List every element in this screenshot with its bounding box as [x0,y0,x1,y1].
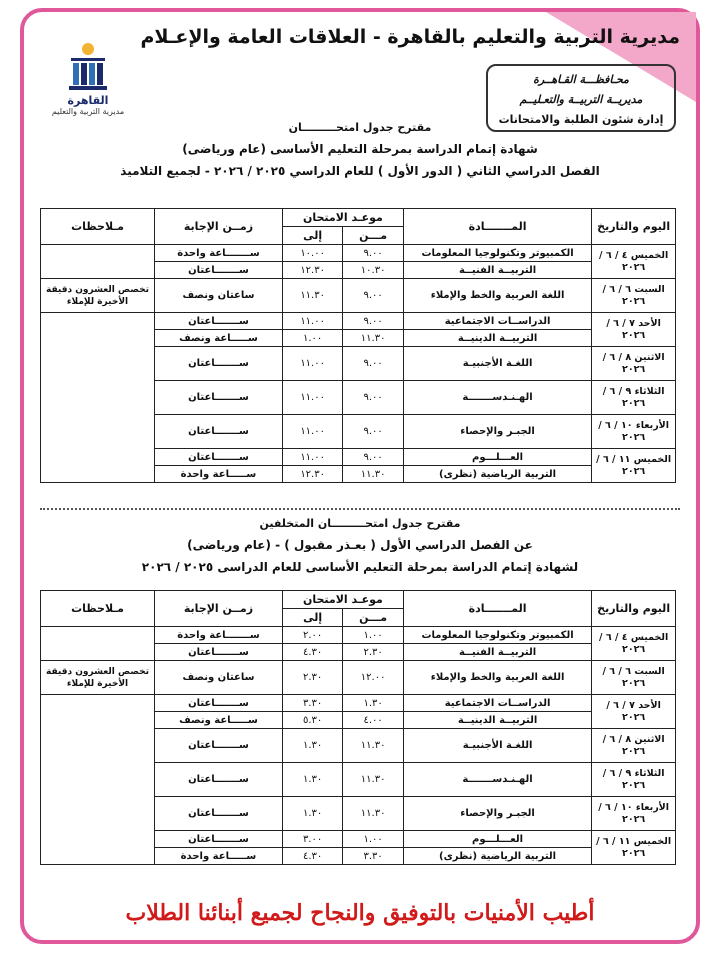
day-cell: السبت ٦ / ٦ / ٢٠٢٦ [592,279,676,313]
col-header-subject: المـــــــادة [403,209,591,245]
duration-cell: ســـــــاعتان [155,262,283,279]
duration-cell: ســـــاعة واحدة [155,466,283,483]
subject-cell: التربيــة الدينيــة [403,712,591,729]
section2-line1: مقترح جدول امتحـــــــــان المتخلفين [259,517,461,530]
to-cell: ٤.٣٠ [282,644,342,661]
duration-cell: ســـــاعة ونصف [155,712,283,729]
to-cell: ١٢.٣٠ [282,262,342,279]
duration-cell: ســـــــاعتان [155,831,283,848]
subject-cell: الكمبيوتر وتكنولوجيا المعلومات [403,627,591,644]
duration-cell: ســـــــاعتان [155,644,283,661]
from-cell: ٩.٠٠ [343,415,403,449]
section2-line2: عن الفصل الدراسي الأول ( بعـذر مقبول ) - (عام ورياضى) [187,538,533,552]
table-row [41,627,676,644]
section1-line1: مقترح جدول امتحـــــــــان [288,121,432,134]
to-cell: ٣.٠٠ [282,831,342,848]
day-cell: الخميس ١١ / ٦ / ٢٠٢٦ [592,449,676,483]
duration-cell: ســـــاعة ونصف [155,330,283,347]
section-divider [40,508,680,510]
day-cell: الأحد ٧ / ٦ / ٢٠٢٦ [592,695,676,729]
table-row [41,245,676,262]
subject-cell: الهـنـدســـــــة [403,381,591,415]
notes-cell [41,313,155,483]
to-cell: ١١.٣٠ [282,279,342,313]
to-cell: ١.٠٠ [282,330,342,347]
section2-heading [40,514,680,578]
to-cell: ١٠.٠٠ [282,245,342,262]
from-cell: ٩.٠٠ [343,449,403,466]
subject-cell: التربيــة الدينيــة [403,330,591,347]
dept-line-3: إدارة شئون الطلبة والامتحانات [498,113,664,126]
from-cell: ١١.٣٠ [343,729,403,763]
from-cell: ١٢.٠٠ [343,661,403,695]
duration-cell: ســـــــاعتان [155,313,283,330]
notes-cell-dictation: تخصص العشرون دقيقة الأخيرة للإملاء [41,279,155,313]
section1-heading [40,118,680,182]
day-cell: الاثنين ٨ / ٦ / ٢٠٢٦ [592,729,676,763]
notes-cell [41,627,155,661]
col-header-duration: زمــن الإجابة [155,591,283,627]
subject-cell: الكمبيوتر وتكنولوجيا المعلومات [403,245,591,262]
duration-cell: ســـــــاعة واحدة [155,627,283,644]
day-cell: الأحد ٧ / ٦ / ٢٠٢٦ [592,313,676,347]
col-header-notes: مـلاحظات [41,209,155,245]
duration-cell: ســـــــاعتان [155,729,283,763]
notes-cell-dictation: تخصص العشرون دقيقة الأخيرة للإملاء [41,661,155,695]
duration-cell: ســـــــاعتان [155,449,283,466]
duration-cell: ســـــــاعتان [155,763,283,797]
subject-cell: الهـنـدســـــــة [403,763,591,797]
day-cell: الاثنين ٨ / ٦ / ٢٠٢٦ [592,347,676,381]
duration-cell: ســـــــاعتان [155,347,283,381]
to-cell: ٢.٠٠ [282,627,342,644]
from-cell: ١.٠٠ [343,627,403,644]
col-header-notes: مـلاحظات [41,591,155,627]
col-header-subject: المـــــــادة [403,591,591,627]
logo-subtitle: مديرية التربية والتعليم [51,107,125,116]
duration-cell: ســـــــاعتان [155,381,283,415]
day-cell: الخميس ٤ / ٦ / ٢٠٢٦ [592,627,676,661]
from-cell: ٩.٠٠ [343,347,403,381]
to-cell: ٥.٣٠ [282,712,342,729]
from-cell: ١٠.٣٠ [343,262,403,279]
cairo-logo [38,40,138,130]
col-header-from: مـــن [343,227,403,245]
from-cell: ١.٠٠ [343,831,403,848]
subject-cell: التربيــة الفنيــة [403,262,591,279]
section2-line3: لشهادة إتمام الدراسة بمرحلة التعليم الأساسى للعام الدراسى ٢٠٢٥ / ٢٠٢٦ [141,560,579,574]
duration-cell: ســـــــاعتان [155,415,283,449]
subject-cell: التربية الرياضية (نظرى) [403,848,591,865]
to-cell: ١١.٠٠ [282,313,342,330]
from-cell: ٢.٣٠ [343,644,403,661]
from-cell: ٩.٠٠ [343,279,403,313]
subject-cell: الدراســات الاجتماعية [403,695,591,712]
subject-cell: الجبـر والإحصاء [403,797,591,831]
from-cell: ٩.٠٠ [343,381,403,415]
subject-cell: اللغة العربية والخط والإملاء [403,661,591,695]
from-cell: ١١.٣٠ [343,330,403,347]
table-row [41,695,676,712]
to-cell: ١.٣٠ [282,763,342,797]
duration-cell: ساعتان ونصف [155,279,283,313]
col-header-exam-time: موعـد الامتحان [282,591,403,609]
exam-schedule-table-1 [40,208,676,483]
subject-cell: التربيــة الفنيــة [403,644,591,661]
day-cell: الخميس ٤ / ٦ / ٢٠٢٦ [592,245,676,279]
duration-cell: ساعتان ونصف [155,661,283,695]
logo-icon [63,40,113,94]
subject-cell: الجبـر والإحصاء [403,415,591,449]
table-row [41,661,676,695]
day-cell: الثلاثاء ٩ / ٦ / ٢٠٢٦ [592,763,676,797]
col-header-to: إلى [282,609,342,627]
day-cell: الخميس ١١ / ٦ / ٢٠٢٦ [592,831,676,865]
to-cell: ١١.٠٠ [282,449,342,466]
to-cell: ١١.٠٠ [282,415,342,449]
to-cell: ١.٣٠ [282,729,342,763]
subject-cell: اللغة العربية والخط والإملاء [403,279,591,313]
to-cell: ٢.٣٠ [282,661,342,695]
table-row [41,313,676,330]
subject-cell: اللغـة الأجنبيـة [403,729,591,763]
subject-cell: العـــلـــوم [403,449,591,466]
day-cell: الثلاثاء ٩ / ٦ / ٢٠٢٦ [592,381,676,415]
to-cell: ١.٣٠ [282,797,342,831]
table-row [41,279,676,313]
subject-cell: اللغـة الأجنبيـة [403,347,591,381]
from-cell: ١١.٣٠ [343,797,403,831]
notes-cell [41,695,155,865]
from-cell: ٩.٠٠ [343,313,403,330]
to-cell: ١١.٠٠ [282,347,342,381]
col-header-exam-time: موعـد الامتحان [282,209,403,227]
notes-cell [41,245,155,279]
col-header-from: مـــن [343,609,403,627]
dept-line-1: محـافظـــة القـاهــرة [533,73,629,86]
from-cell: ١.٣٠ [343,695,403,712]
from-cell: ٤.٠٠ [343,712,403,729]
from-cell: ٩.٠٠ [343,245,403,262]
day-cell: السبت ٦ / ٦ / ٢٠٢٦ [592,661,676,695]
section1-line2: شهادة إتمام الدراسة بمرحلة التعليم الأساسى (عام ورياضى) [182,142,538,156]
col-header-day: اليوم والتاريخ [592,591,676,627]
duration-cell: ســـــاعة واحدة [155,848,283,865]
duration-cell: ســـــــاعتان [155,695,283,712]
duration-cell: ســـــــاعة واحدة [155,245,283,262]
duration-cell: ســـــــاعتان [155,797,283,831]
to-cell: ٣.٣٠ [282,695,342,712]
day-cell: الأربعاء ١٠ / ٦ / ٢٠٢٦ [592,415,676,449]
to-cell: ١٢.٣٠ [282,466,342,483]
day-cell: الأربعاء ١٠ / ٦ / ٢٠٢٦ [592,797,676,831]
subject-cell: التربية الرياضية (نظرى) [403,466,591,483]
dept-line-2: مديريــة التربيــة والتعـليــم [519,93,643,106]
to-cell: ٤.٣٠ [282,848,342,865]
page-title: مديرية التربية والتعليم بالقاهرة - العلاقات العامة والإعـلام [140,26,680,48]
subject-cell: الدراســات الاجتماعية [403,313,591,330]
from-cell: ١١.٣٠ [343,466,403,483]
from-cell: ١١.٣٠ [343,763,403,797]
subject-cell: العـــلـــوم [403,831,591,848]
section1-line3: الفصل الدراسي الثاني ( الدور الأول ) للعام الدراسي ٢٠٢٥ / ٢٠٢٦ - لجميع التلاميذ [120,164,600,178]
exam-schedule-table-2 [40,590,676,865]
from-cell: ٣.٣٠ [343,848,403,865]
logo-caption: القاهرة [67,94,109,107]
footer-message: أطيب الأمنيات بالتوفيق والنجاح لجميع أبنائنا الطلاب [125,900,595,926]
col-header-to: إلى [282,227,342,245]
col-header-duration: زمــن الإجابة [155,209,283,245]
col-header-day: اليوم والتاريخ [592,209,676,245]
to-cell: ١١.٠٠ [282,381,342,415]
